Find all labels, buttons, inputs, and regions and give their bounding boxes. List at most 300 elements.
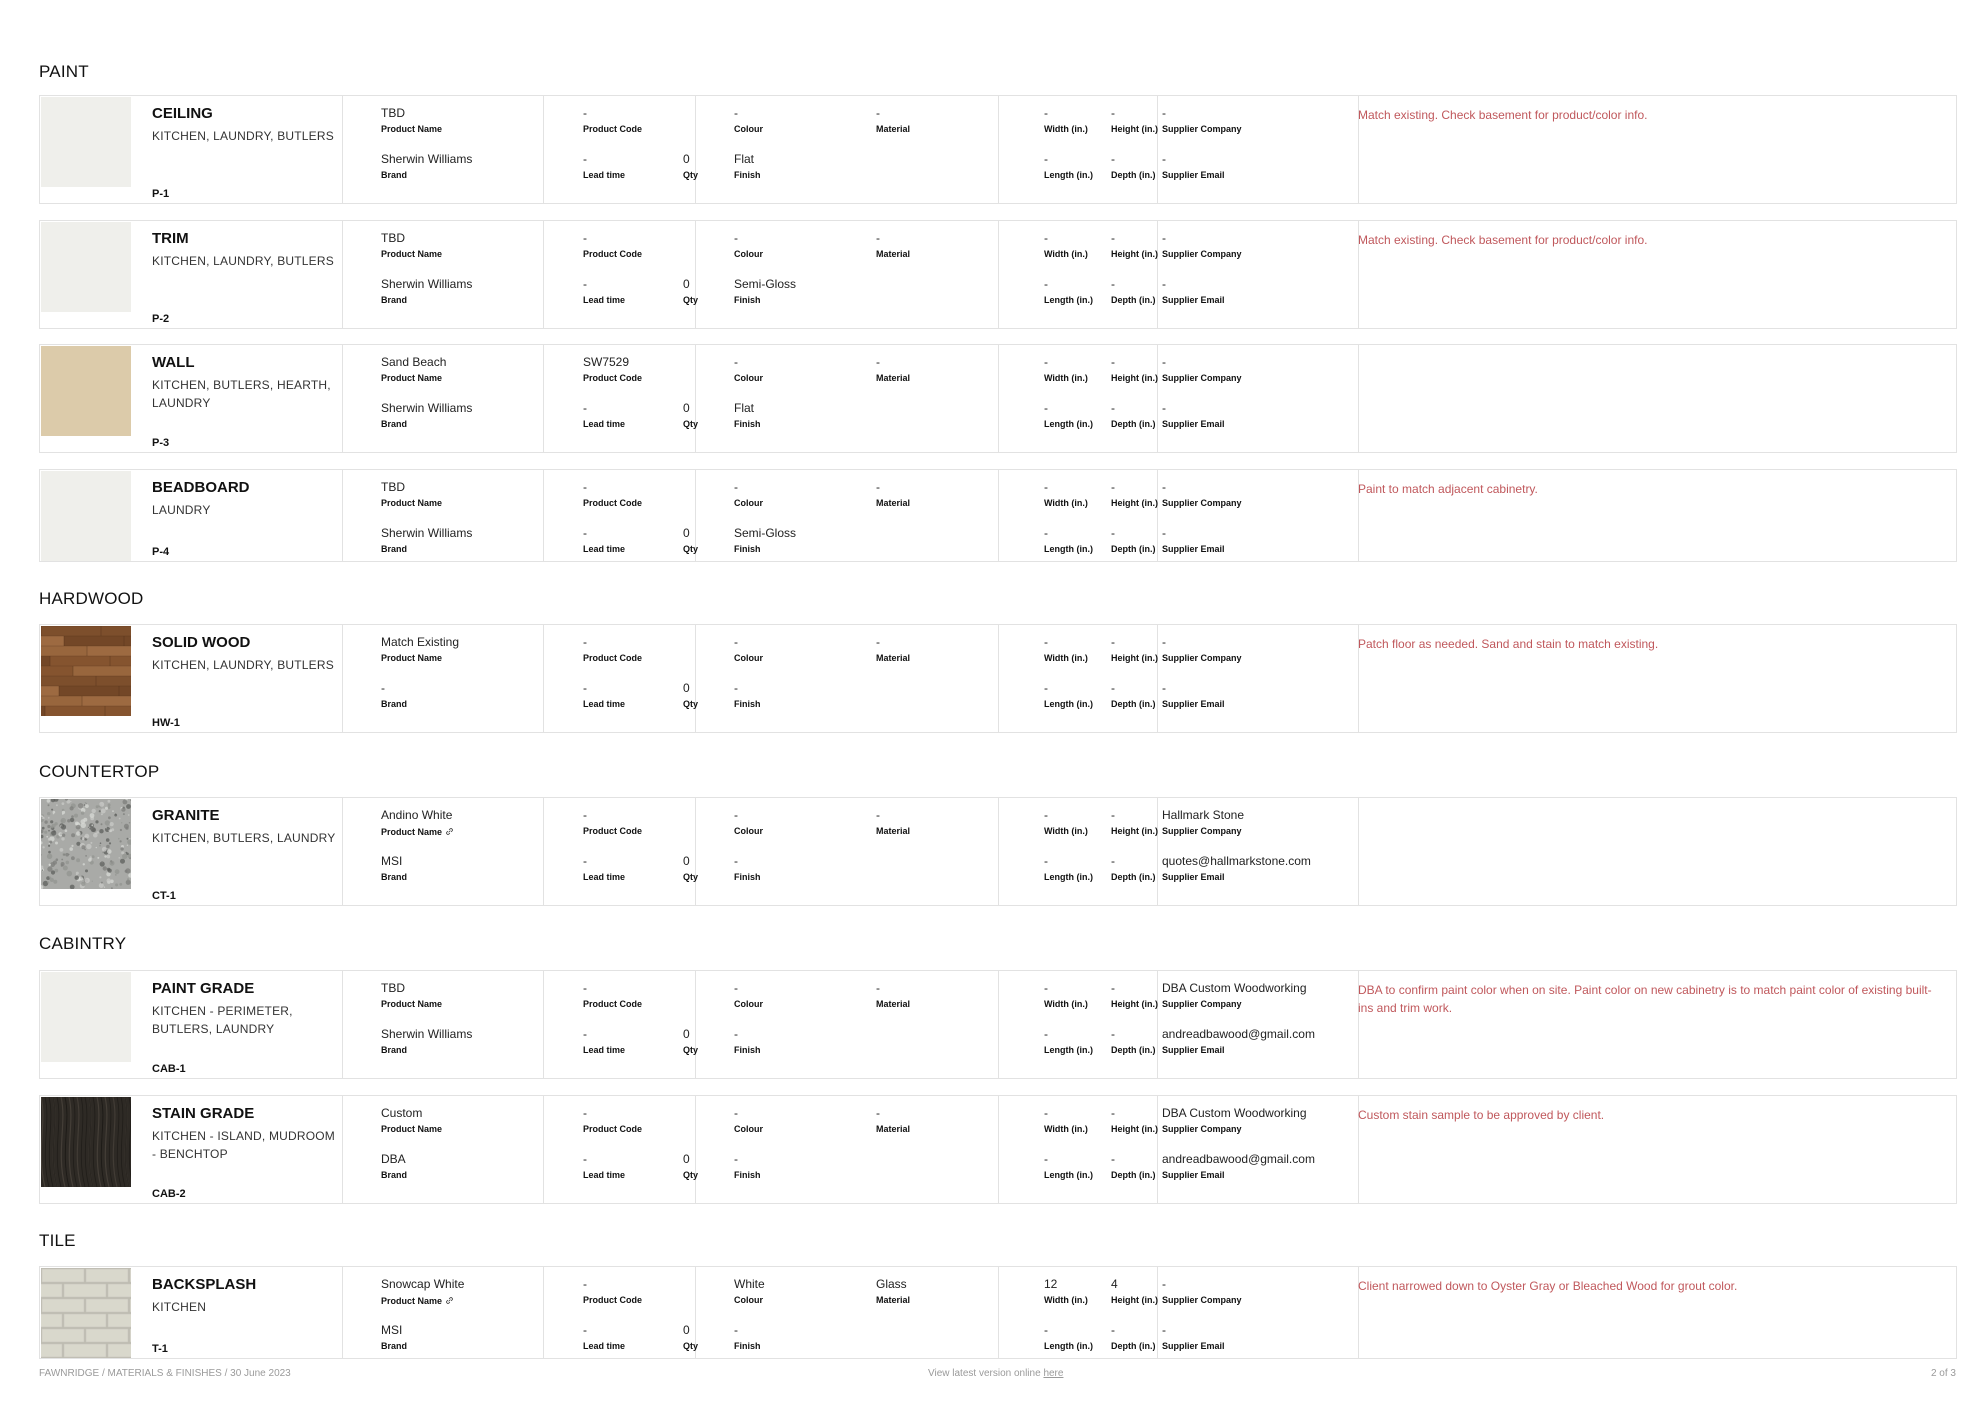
- product-name-label: Product Name: [381, 249, 443, 259]
- length: [1044, 854, 1093, 883]
- supplier-email-value: -: [1162, 401, 1166, 415]
- lead-time-value: -: [583, 1323, 587, 1337]
- supplier-email-value: andreadbawood@gmail.com: [1162, 1152, 1315, 1166]
- product-code: [583, 1277, 642, 1306]
- length-value: -: [1044, 526, 1048, 540]
- width-label: Width (in.): [1044, 1295, 1088, 1305]
- lead-time: [583, 854, 625, 883]
- depth-value: -: [1111, 1323, 1115, 1337]
- finish: [734, 152, 761, 181]
- depth-value: -: [1111, 1152, 1115, 1166]
- height-value: -: [1111, 635, 1115, 649]
- column-divider: [342, 625, 343, 732]
- item-title-block: [130, 96, 342, 203]
- material: [876, 1277, 910, 1306]
- item-location: KITCHEN - PERIMETER, BUTLERS, LAUNDRY: [152, 1004, 293, 1036]
- length: [1044, 1152, 1093, 1181]
- depth-label: Depth (in.): [1111, 872, 1156, 882]
- item-location: KITCHEN, LAUNDRY, BUTLERS: [152, 129, 334, 143]
- material-item-row: [39, 1266, 1957, 1359]
- length-value: -: [1044, 854, 1048, 868]
- product-name: [381, 1277, 464, 1310]
- column-divider: [695, 221, 696, 328]
- material-swatch: [41, 1268, 131, 1358]
- height-value: -: [1111, 1106, 1115, 1120]
- length: [1044, 1027, 1093, 1056]
- length: [1044, 681, 1093, 710]
- colour-value: White: [734, 1277, 765, 1291]
- depth: [1111, 152, 1156, 181]
- product-name-value: Sand Beach: [381, 355, 447, 369]
- brand-value: Sherwin Williams: [381, 401, 473, 415]
- item-name: GRANITE: [152, 807, 220, 824]
- material-value: -: [876, 231, 880, 245]
- material-label: Material: [876, 1295, 911, 1305]
- column-divider: [543, 971, 544, 1078]
- length-value: -: [1044, 277, 1048, 291]
- supplier-company-value: DBA Custom Woodworking: [1162, 1106, 1307, 1120]
- length-label: Length (in.): [1044, 699, 1093, 709]
- quantity-label: Qty: [683, 1045, 699, 1055]
- height-label: Height (in.): [1111, 1295, 1158, 1305]
- supplier-company-label: Supplier Company: [1162, 999, 1242, 1009]
- depth-label: Depth (in.): [1111, 419, 1156, 429]
- finish: [734, 1323, 761, 1352]
- finish: [734, 681, 761, 710]
- depth-label: Depth (in.): [1111, 699, 1156, 709]
- item-title-block: [130, 470, 342, 561]
- item-name: BACKSPLASH: [152, 1276, 257, 1293]
- width: [1044, 635, 1088, 664]
- colour: [734, 635, 763, 664]
- supplier-email-label: Supplier Email: [1162, 170, 1225, 180]
- height-label: Height (in.): [1111, 999, 1158, 1009]
- material-value: -: [876, 1106, 880, 1120]
- supplier-email-value: -: [1162, 681, 1166, 695]
- lead-time-value: -: [583, 854, 587, 868]
- column-divider: [342, 96, 343, 203]
- product-code-label: Product Code: [583, 124, 643, 134]
- quantity-label: Qty: [683, 699, 699, 709]
- brand-label: Brand: [381, 1341, 408, 1351]
- colour-value: -: [734, 231, 738, 245]
- supplier-email-value: andreadbawood@gmail.com: [1162, 1027, 1315, 1041]
- product-name: [381, 106, 442, 135]
- item-title-block: [130, 221, 342, 328]
- height-label: Height (in.): [1111, 653, 1158, 663]
- width-value: -: [1044, 355, 1048, 369]
- length-label: Length (in.): [1044, 419, 1093, 429]
- colour: [734, 106, 763, 135]
- material-item-row: [39, 220, 1957, 329]
- product-name-label: Product Name: [381, 1124, 443, 1134]
- material-label: Material: [876, 653, 911, 663]
- height: [1111, 1106, 1158, 1135]
- quantity: [683, 1027, 698, 1056]
- product-code: [583, 106, 642, 135]
- depth-label: Depth (in.): [1111, 544, 1156, 554]
- product-code: [583, 808, 642, 837]
- material-item-row: [39, 624, 1957, 733]
- lead-time-value: -: [583, 681, 587, 695]
- material-swatch: [41, 1097, 131, 1187]
- colour-value: -: [734, 106, 738, 120]
- product-name-value: TBD: [381, 231, 405, 245]
- material-item-row: [39, 1095, 1957, 1204]
- column-divider: [998, 221, 999, 328]
- depth-value: -: [1111, 152, 1115, 166]
- supplier-email-label: Supplier Email: [1162, 1045, 1225, 1055]
- height-label: Height (in.): [1111, 498, 1158, 508]
- material-label: Material: [876, 124, 911, 134]
- material: [876, 981, 910, 1010]
- product-code: [583, 635, 642, 664]
- product-code-value: -: [583, 231, 587, 245]
- item-name: TRIM: [152, 230, 189, 247]
- supplier-company-value: -: [1162, 106, 1166, 120]
- height: [1111, 1277, 1158, 1306]
- column-divider: [998, 345, 999, 452]
- colour: [734, 981, 763, 1010]
- material-swatch: [41, 972, 131, 1062]
- finish-label: Finish: [734, 1045, 761, 1055]
- finish-value: Flat: [734, 401, 755, 415]
- colour-label: Colour: [734, 1295, 763, 1305]
- colour-value: -: [734, 355, 738, 369]
- depth-label: Depth (in.): [1111, 1045, 1156, 1055]
- supplier-company: [1162, 106, 1242, 135]
- supplier-email-value: -: [1162, 526, 1166, 540]
- width-value: -: [1044, 808, 1048, 822]
- item-location: KITCHEN, LAUNDRY, BUTLERS: [152, 658, 334, 672]
- product-code-label: Product Code: [583, 249, 643, 259]
- finish-value: -: [734, 1152, 738, 1166]
- product-name-value: Match Existing: [381, 635, 460, 649]
- height-label: Height (in.): [1111, 1124, 1158, 1134]
- length: [1044, 526, 1093, 555]
- lead-time-label: Lead time: [583, 872, 626, 882]
- footer-online-link: [928, 1368, 1063, 1379]
- column-divider: [543, 470, 544, 561]
- item-code: P-1: [152, 188, 170, 200]
- product-link-icon[interactable]: [445, 823, 454, 841]
- product-name-value: TBD: [381, 981, 405, 995]
- lead-time-label: Lead time: [583, 1045, 626, 1055]
- height: [1111, 355, 1158, 384]
- brand: [381, 1027, 472, 1056]
- finish-label: Finish: [734, 170, 761, 180]
- supplier-company-label: Supplier Company: [1162, 826, 1242, 836]
- product-name: [381, 231, 442, 260]
- lead-time-label: Lead time: [583, 170, 626, 180]
- brand-label: Brand: [381, 544, 408, 554]
- length: [1044, 1323, 1093, 1352]
- item-name: BEADBOARD: [152, 479, 250, 496]
- lead-time-label: Lead time: [583, 1341, 626, 1351]
- item-note: Match existing. Check basement for product/color info.: [1358, 108, 1648, 122]
- finish: [734, 401, 761, 430]
- supplier-company: [1162, 355, 1242, 384]
- product-code-value: -: [583, 981, 587, 995]
- brand: [381, 854, 407, 883]
- depth-label: Depth (in.): [1111, 295, 1156, 305]
- product-name-value: Andino White: [381, 808, 453, 822]
- material-item-row: [39, 344, 1957, 453]
- quantity: [683, 1152, 698, 1181]
- finish: [734, 526, 796, 555]
- length-value: -: [1044, 1323, 1048, 1337]
- lead-time: [583, 1323, 625, 1352]
- width: [1044, 808, 1088, 837]
- height: [1111, 635, 1158, 664]
- material-value: -: [876, 808, 880, 822]
- finish-value: -: [734, 854, 738, 868]
- material-value: -: [876, 106, 880, 120]
- length-label: Length (in.): [1044, 295, 1093, 305]
- width-label: Width (in.): [1044, 653, 1088, 663]
- column-divider: [998, 625, 999, 732]
- material-label: Material: [876, 498, 911, 508]
- item-location: LAUNDRY: [152, 503, 211, 517]
- quantity-label: Qty: [683, 1341, 699, 1351]
- item-code: HW-1: [152, 717, 180, 729]
- lead-time-label: Lead time: [583, 419, 626, 429]
- product-name-value: Snowcap White: [381, 1277, 465, 1291]
- product-name: [381, 635, 459, 664]
- product-code-value: -: [583, 1106, 587, 1120]
- column-divider: [998, 1267, 999, 1358]
- depth: [1111, 1323, 1156, 1352]
- finish-value: Flat: [734, 152, 755, 166]
- length-label: Length (in.): [1044, 1170, 1093, 1180]
- length-label: Length (in.): [1044, 170, 1093, 180]
- brand-label: Brand: [381, 1045, 408, 1055]
- column-divider: [342, 1096, 343, 1203]
- brand-label: Brand: [381, 1170, 408, 1180]
- material-label: Material: [876, 999, 911, 1009]
- height-value: -: [1111, 355, 1115, 369]
- product-code-label: Product Code: [583, 1124, 643, 1134]
- column-divider: [543, 625, 544, 732]
- quantity-label: Qty: [683, 170, 699, 180]
- item-title-block: [130, 971, 342, 1078]
- product-name-label: Product Name: [381, 653, 443, 663]
- brand-value: MSI: [381, 1323, 403, 1337]
- supplier-company-label: Supplier Company: [1162, 124, 1242, 134]
- quantity-label: Qty: [683, 544, 699, 554]
- product-link-icon[interactable]: [445, 1292, 454, 1310]
- footer-here-link[interactable]: here: [1043, 1368, 1064, 1379]
- supplier-email: [1162, 526, 1225, 555]
- width-label: Width (in.): [1044, 124, 1088, 134]
- colour: [734, 1106, 763, 1135]
- material-swatch: [41, 471, 131, 561]
- item-code: P-2: [152, 313, 170, 325]
- column-divider: [543, 798, 544, 905]
- height: [1111, 106, 1158, 135]
- supplier-email-label: Supplier Email: [1162, 699, 1225, 709]
- finish: [734, 854, 761, 883]
- quantity-value: 0: [683, 1152, 690, 1166]
- product-name: [381, 808, 454, 841]
- item-code: CAB-1: [152, 1063, 186, 1075]
- finish-label: Finish: [734, 699, 761, 709]
- length-value: -: [1044, 1152, 1048, 1166]
- brand-label: Brand: [381, 419, 408, 429]
- depth: [1111, 681, 1156, 710]
- column-divider: [342, 345, 343, 452]
- quantity-value: 0: [683, 1323, 690, 1337]
- material: [876, 106, 910, 135]
- material-swatch: [41, 346, 131, 436]
- height-value: -: [1111, 231, 1115, 245]
- length-label: Length (in.): [1044, 1045, 1093, 1055]
- supplier-company-label: Supplier Company: [1162, 249, 1242, 259]
- product-code-value: -: [583, 808, 587, 822]
- material-swatch: [41, 97, 131, 187]
- supplier-company-label: Supplier Company: [1162, 1124, 1242, 1134]
- column-divider: [342, 1267, 343, 1358]
- material-value: -: [876, 635, 880, 649]
- column-divider: [695, 798, 696, 905]
- depth: [1111, 1027, 1156, 1056]
- item-location: KITCHEN - ISLAND, MUDROOM - BENCHTOP: [152, 1129, 336, 1161]
- height-label: Height (in.): [1111, 249, 1158, 259]
- product-name-value: Custom: [381, 1106, 423, 1120]
- column-divider: [543, 1096, 544, 1203]
- material: [876, 635, 910, 664]
- quantity-label: Qty: [683, 295, 699, 305]
- width: [1044, 106, 1088, 135]
- lead-time-label: Lead time: [583, 1170, 626, 1180]
- item-name: PAINT GRADE: [152, 980, 255, 997]
- section-title: COUNTERTOP: [39, 762, 160, 781]
- supplier-email-label: Supplier Email: [1162, 544, 1225, 554]
- length: [1044, 401, 1093, 430]
- finish: [734, 277, 796, 306]
- supplier-email-label: Supplier Email: [1162, 1170, 1225, 1180]
- brand-label: Brand: [381, 295, 408, 305]
- item-note: Custom stain sample to be approved by client.: [1358, 1108, 1605, 1122]
- quantity-value: 0: [683, 152, 690, 166]
- quantity-value: 0: [683, 681, 690, 695]
- product-name-label: Product Name: [381, 124, 443, 134]
- supplier-email-value: quotes@hallmarkstone.com: [1162, 854, 1311, 868]
- product-code-value: -: [583, 480, 587, 494]
- item-note: DBA to confirm paint color when on site. Paint color on new cabinetry is to match paint color of existing built-ins and trim work.: [1358, 983, 1932, 1015]
- colour: [734, 231, 763, 260]
- colour: [734, 808, 763, 837]
- width-value: -: [1044, 635, 1048, 649]
- lead-time: [583, 1027, 625, 1056]
- lead-time-value: -: [583, 1152, 587, 1166]
- item-title-block: [130, 1096, 342, 1203]
- quantity: [683, 526, 698, 555]
- product-code: [583, 981, 642, 1010]
- finish-value: Semi-Gloss: [734, 526, 797, 540]
- lead-time-value: -: [583, 277, 587, 291]
- height-value: 4: [1111, 1277, 1118, 1291]
- product-code: [583, 1106, 642, 1135]
- depth: [1111, 401, 1156, 430]
- length-value: -: [1044, 152, 1048, 166]
- column-divider: [695, 971, 696, 1078]
- item-name: STAIN GRADE: [152, 1105, 255, 1122]
- item-name: WALL: [152, 354, 195, 371]
- height-value: -: [1111, 808, 1115, 822]
- width-label: Width (in.): [1044, 498, 1088, 508]
- footer-online-text: View latest version online: [928, 1368, 1041, 1379]
- brand: [381, 277, 472, 306]
- supplier-email-label: Supplier Email: [1162, 419, 1225, 429]
- supplier-company: [1162, 480, 1242, 509]
- column-divider: [342, 470, 343, 561]
- item-location: KITCHEN: [152, 1300, 207, 1314]
- supplier-company: [1162, 635, 1242, 664]
- finish-label: Finish: [734, 1341, 761, 1351]
- product-name: [381, 355, 446, 384]
- supplier-email: [1162, 1323, 1225, 1352]
- width-value: 12: [1044, 1277, 1058, 1291]
- lead-time-value: -: [583, 152, 587, 166]
- quantity-value: 0: [683, 1027, 690, 1041]
- brand-value: -: [381, 681, 385, 695]
- colour-value: -: [734, 635, 738, 649]
- height-value: -: [1111, 480, 1115, 494]
- supplier-company-label: Supplier Company: [1162, 498, 1242, 508]
- brand-value: MSI: [381, 854, 403, 868]
- colour-label: Colour: [734, 999, 763, 1009]
- supplier-company-value: -: [1162, 231, 1166, 245]
- width: [1044, 981, 1088, 1010]
- depth-value: -: [1111, 401, 1115, 415]
- length: [1044, 152, 1093, 181]
- brand: [381, 1323, 407, 1352]
- brand-label: Brand: [381, 170, 408, 180]
- colour: [734, 480, 763, 509]
- finish-label: Finish: [734, 295, 761, 305]
- width: [1044, 480, 1088, 509]
- width-value: -: [1044, 1106, 1048, 1120]
- product-code-value: -: [583, 106, 587, 120]
- lead-time: [583, 1152, 625, 1181]
- product-name: [381, 981, 442, 1010]
- item-code: P-3: [152, 437, 170, 449]
- supplier-email-label: Supplier Email: [1162, 1341, 1225, 1351]
- supplier-email-value: -: [1162, 277, 1166, 291]
- product-name-value: TBD: [381, 480, 405, 494]
- material-label: Material: [876, 1124, 911, 1134]
- height-label: Height (in.): [1111, 373, 1158, 383]
- quantity: [683, 401, 698, 430]
- supplier-email-label: Supplier Email: [1162, 295, 1225, 305]
- quantity-value: 0: [683, 401, 690, 415]
- finish-label: Finish: [734, 872, 761, 882]
- material: [876, 808, 910, 837]
- product-code: [583, 480, 642, 509]
- column-divider: [998, 470, 999, 561]
- colour-label: Colour: [734, 826, 763, 836]
- supplier-email: [1162, 1152, 1315, 1181]
- material-swatch: [41, 799, 131, 889]
- colour-label: Colour: [734, 249, 763, 259]
- item-title-block: [130, 798, 342, 905]
- supplier-email: [1162, 854, 1311, 883]
- footer-document-info: FAWNRIDGE / MATERIALS & FINISHES / 30 June 2023: [39, 1368, 291, 1379]
- depth-value: -: [1111, 1027, 1115, 1041]
- material-label: Material: [876, 826, 911, 836]
- material-item-row: [39, 797, 1957, 906]
